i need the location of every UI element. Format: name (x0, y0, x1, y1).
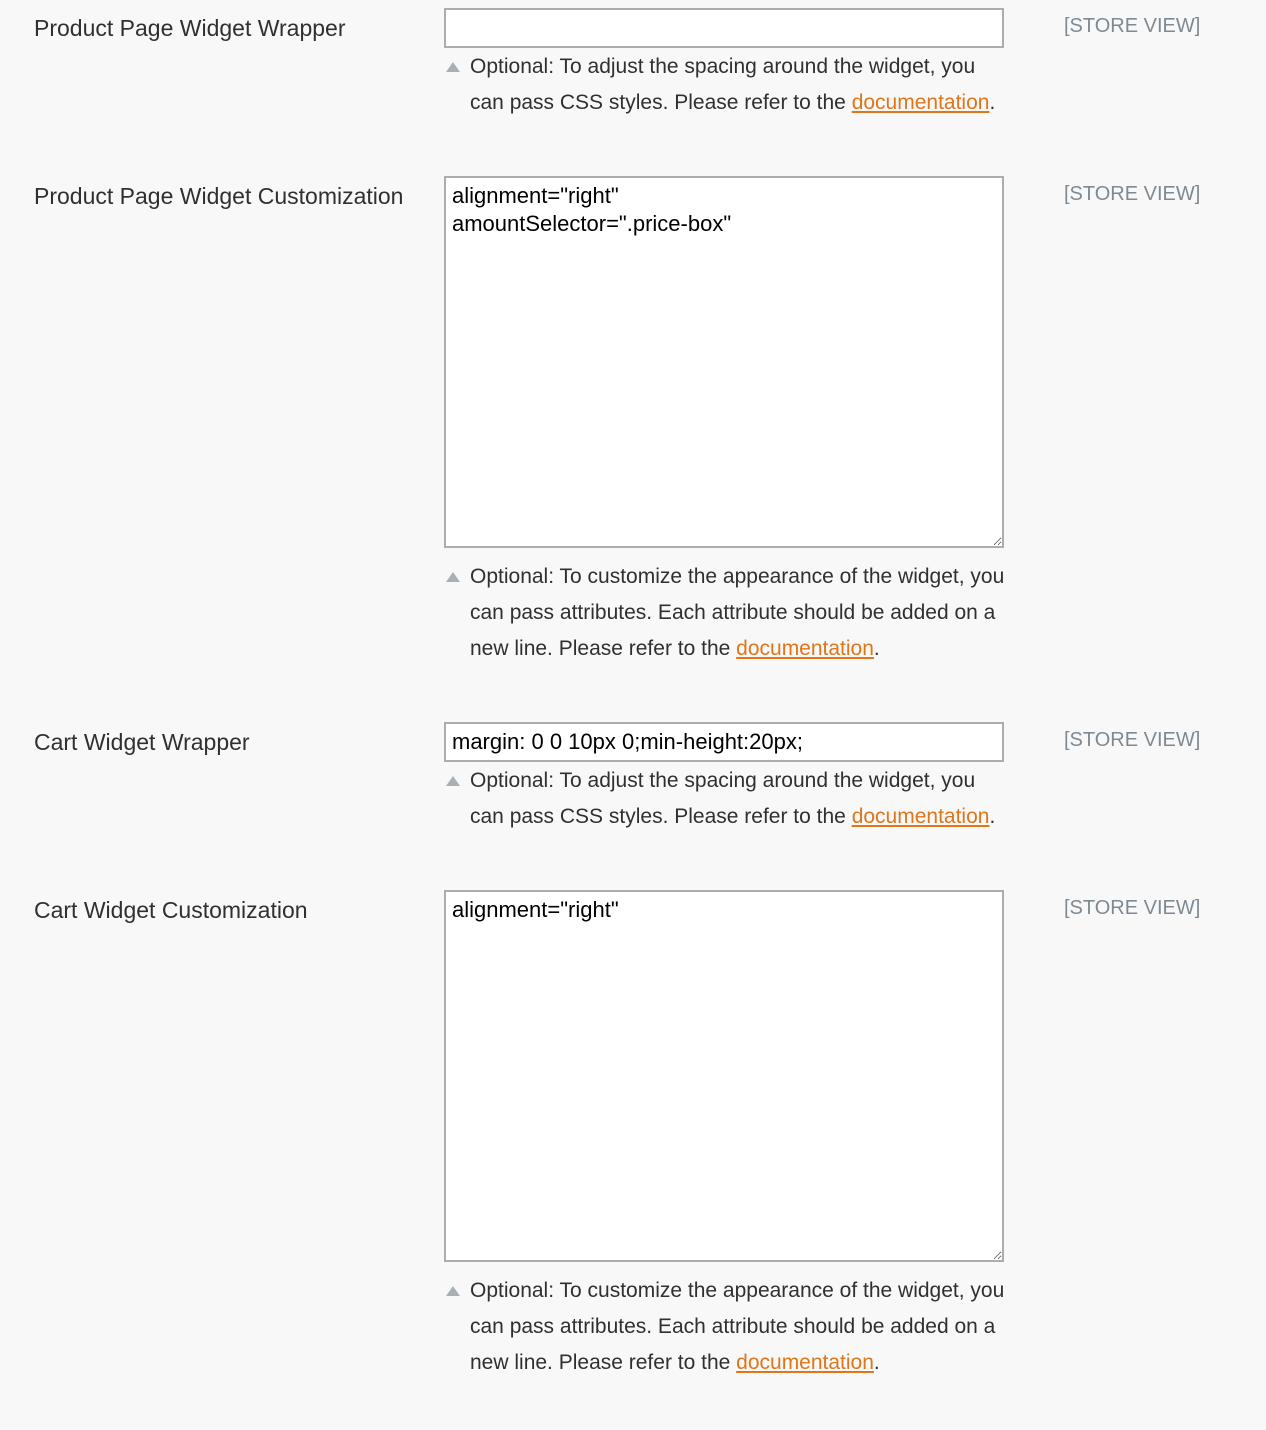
documentation-link[interactable]: documentation (851, 91, 990, 114)
note-text: Optional: To adjust the spacing around the widget, you can pass CSS styles. Please refer to the (470, 55, 976, 114)
product-page-widget-wrapper-input[interactable] (444, 8, 1004, 48)
product-page-widget-customization-textarea[interactable] (444, 176, 1004, 548)
note-triangle-icon (446, 62, 460, 72)
documentation-link[interactable]: documentation (736, 1351, 874, 1374)
cart-widget-wrapper-input[interactable] (444, 722, 1004, 762)
scope-badge: [STORE VIEW] (1064, 897, 1201, 919)
note-triangle-icon (446, 776, 460, 786)
note-end: . (873, 1351, 880, 1374)
documentation-link[interactable]: documentation (851, 805, 990, 828)
field-label: Cart Widget Wrapper (34, 729, 250, 755)
field-label: Product Page Widget Wrapper (34, 15, 346, 41)
field-note (446, 1273, 1006, 1381)
field-label: Product Page Widget Customization (34, 183, 404, 209)
note-text: Optional: To customize the appearance of the widget, you can pass attributes. Each attribute should be added on a new line. Please refer to the (470, 1279, 1005, 1374)
note-text: Optional: To customize the appearance of the widget, you can pass attributes. Each attribute should be added on a new line. Please refer to the (470, 565, 1005, 660)
scope-badge: [STORE VIEW] (1064, 183, 1201, 205)
scope-badge: [STORE VIEW] (1064, 15, 1201, 37)
cart-widget-customization-textarea[interactable] (444, 890, 1004, 1262)
documentation-link[interactable]: documentation (736, 637, 874, 660)
note-end: . (989, 91, 996, 114)
note-end: . (989, 805, 996, 828)
scope-badge: [STORE VIEW] (1064, 729, 1201, 751)
note-text: Optional: To adjust the spacing around the widget, you can pass CSS styles. Please refer to the (470, 769, 976, 828)
field-label: Cart Widget Customization (34, 897, 308, 923)
field-note (446, 559, 1006, 667)
note-triangle-icon (446, 1286, 460, 1296)
field-note (446, 49, 1006, 121)
note-triangle-icon (446, 572, 460, 582)
field-note (446, 763, 1006, 835)
note-end: . (873, 637, 880, 660)
